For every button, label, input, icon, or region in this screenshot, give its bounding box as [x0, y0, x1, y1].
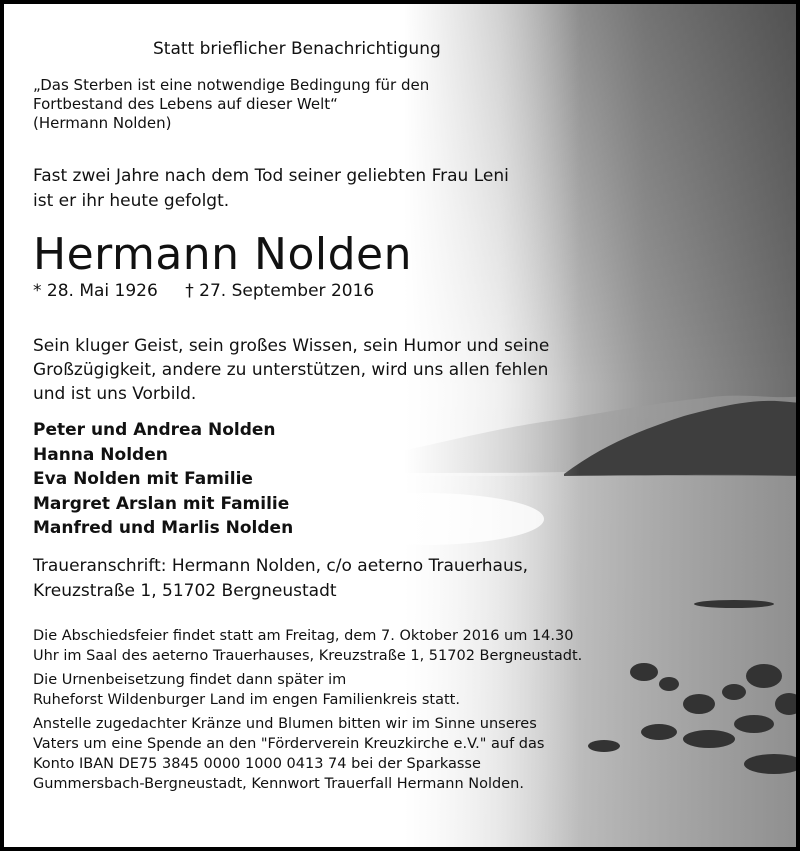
notice-header: Statt brieflicher Benachrichtigung — [153, 39, 441, 59]
note-line: Anstelle zugedachter Kränze und Blumen bitten wir im Sinne unseres — [33, 716, 537, 732]
family-member: Manfred und Marlis Nolden — [33, 518, 294, 538]
tribute-line: Großzügigkeit, andere zu unterstützen, wird uns allen fehlen — [33, 360, 549, 380]
donation-note — [33, 714, 582, 794]
quote — [33, 76, 429, 133]
intro-text — [33, 164, 509, 214]
deceased-name: Hermann Nolden — [33, 229, 413, 280]
intro-line: Fast zwei Jahre nach dem Tod seiner geliebten Frau Leni — [33, 166, 509, 186]
life-dates — [33, 281, 396, 301]
family-member: Eva Nolden mit Familie — [33, 469, 253, 489]
quote-line: (Hermann Nolden) — [33, 114, 172, 132]
intro-line: ist er ihr heute gefolgt. — [33, 191, 230, 211]
note-line: Vaters um eine Spende an den "Förderverein Kreuzkirche e.V." auf das — [33, 736, 545, 752]
note-line: Uhr im Saal des aeterno Trauerhauses, Kreuzstraße 1, 51702 Bergneustadt. — [33, 648, 583, 664]
note-line: Konto IBAN DE75 3845 0000 1000 0413 74 bei der Sparkasse — [33, 756, 481, 772]
birth-date: * 28. Mai 1926 — [33, 281, 158, 301]
quote-line: „Das Sterben ist eine notwendige Bedingung für den — [33, 76, 430, 94]
family-member: Margret Arslan mit Familie — [33, 493, 290, 514]
family-member: Hanna Nolden — [33, 444, 168, 465]
mourning-address — [33, 554, 528, 604]
note-line: Die Urnenbeisetzung findet dann später im — [33, 672, 347, 688]
death-date: † 27. September 2016 — [185, 281, 375, 301]
note-line: Die Abschiedsfeier findet statt am Freitag, dem 7. Oktober 2016 um 14.30 — [33, 628, 574, 644]
family-member: Peter und Andrea Nolden — [33, 420, 276, 440]
address-line: Traueranschrift: Hermann Nolden, c/o aeterno Trauerhaus, — [33, 556, 529, 576]
quote-line: Fortbestand des Lebens auf dieser Welt“ — [33, 95, 338, 113]
tribute-line: Sein kluger Geist, sein großes Wissen, sein Humor und seine — [33, 336, 550, 356]
address-line: Kreuzstraße 1, 51702 Bergneustadt — [33, 581, 337, 601]
family-list — [33, 418, 293, 541]
tribute-text — [33, 334, 549, 406]
urn-burial-note — [33, 670, 582, 710]
farewell-ceremony-note — [33, 626, 582, 666]
ceremony-notes — [33, 626, 582, 798]
note-line: Gummersbach-Bergneustadt, Kennwort Trauerfall Hermann Nolden. — [33, 776, 524, 792]
tribute-line: und ist uns Vorbild. — [33, 384, 197, 404]
note-line: Ruheforst Wildenburger Land im engen Familienkreis statt. — [33, 692, 460, 708]
